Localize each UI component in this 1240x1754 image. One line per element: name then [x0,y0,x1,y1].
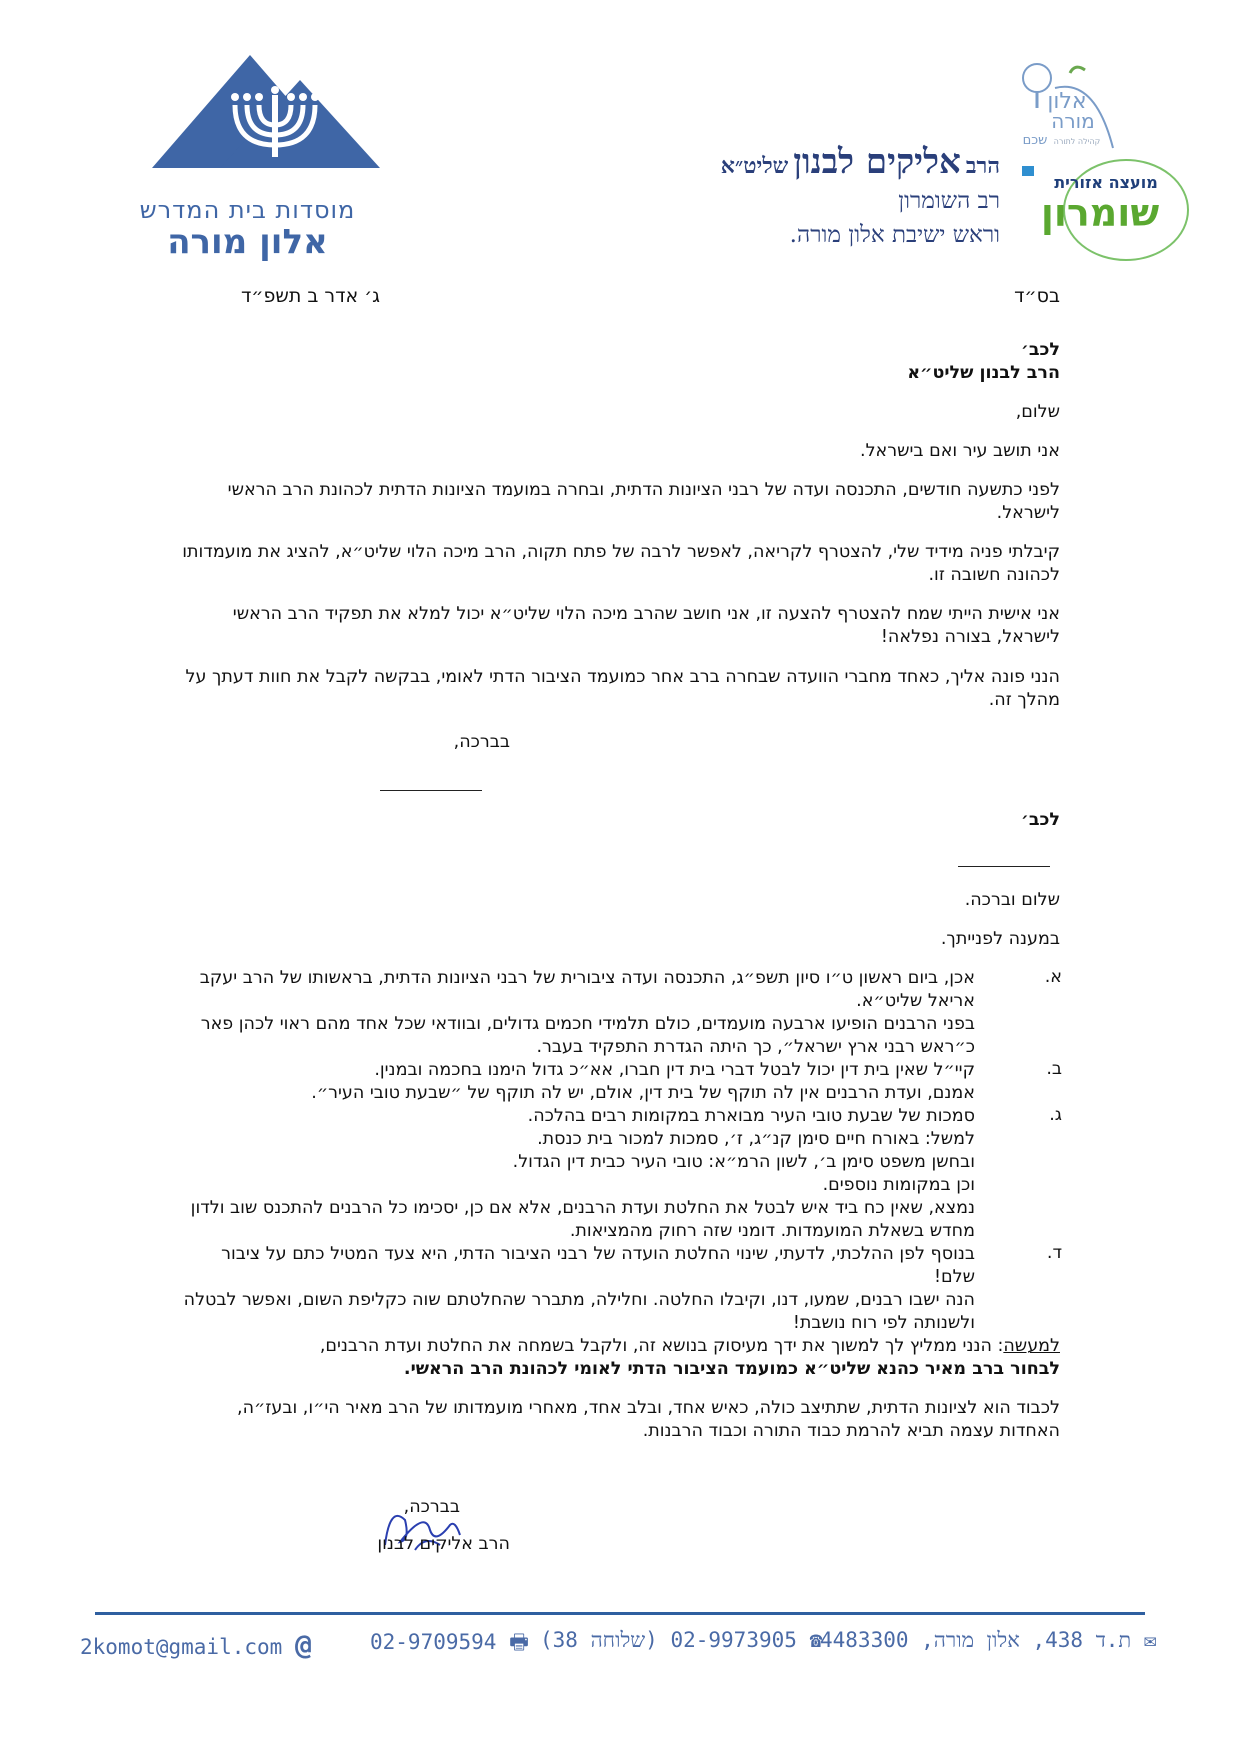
final-paragraph: לכבוד הוא לציונות הדתית, שתתיצב כולה, כאיש אחד, ובלב אחד, מאחרי מועמדותו של הרב מאיר הי״ו, ובעז״ה, האחדות עצמה תביא להרמת כבוד התורה וכבוד הרבנות. [237,1398,1060,1441]
item-marker-b: ב. [1046,1059,1062,1079]
footer-divider [95,1612,1145,1615]
letter-date: ג׳ אדר ב תשפ״ד [240,285,380,307]
rav-prefix: הרב [965,153,1000,179]
greeting: שלום, [1015,402,1060,422]
footer-fax: 02-9709594 🖶 [370,1630,529,1654]
paragraph-4: אני אישית הייתי שמח להצטרף להצעה זו, אני חושב שהרב מיכה הלוי שליט״א יכול למלא את תפקיד הרב הראשי לישראל, בצורה נפלאה! [232,604,1060,647]
intro-line: במענה לפנייתך. [940,929,1060,949]
closing-2: בברכה, [403,1497,460,1517]
item-text-d: בנוסף לפן ההלכתי, לדעתי, שינוי החלטת הועדה של רבני הציבור הדתי, היא צעד המטיל כתם על ציבור שלם! הנה ישבו רבנים, שמעו, דנו, וקיבלו החלטה. וחלילה, מתברר שהחלטתם שוה כקליפת השום, ואפשר לבטלה ולשנותה לפי רוח נושבת! [183,1244,975,1333]
recipient-label-2: לכב׳ [1021,810,1060,830]
practical-bold: לבחור ברב מאיר כהנא שליט״א כמועמד הציבור הדתי לאומי לכהונת הרב הראשי. [403,1359,1060,1379]
greeting-2: שלום וברכה. [964,890,1060,910]
logo-elon-tagline: קהילה לתורה [1053,137,1101,146]
practical-text: : הנני ממליץ לך למשוך את ידך מעיסוק בנושא זה, ולקבל בשמחה את החלטת ועדת הרבנים, [319,1336,1004,1356]
item-text-a: אכן, ביום ראשון ט״ו סיון תשפ״ג, התכנסה ועדה ציבורית של רבני הציונות הדתית, בראשותו של הרב יעקב אריאל שליט״א. בפני הרבנים הופיעו ארבעה מועמדים, כולם תלמידי חכמים גדולים, ובוודאי שכל אחד מהם ראוי לכהן פאר כ״ראש רבני ארץ ישראל״, כך היתה הגדרת התפקיד בעבר. [199,968,975,1057]
item-marker-c: ג. [1049,1105,1062,1125]
item-text-c: סמכות של שבעת טובי העיר מבוארת במקומות רבים בהלכה. למשל: באורח חיים סימן קנ״ג, ז׳, סמכות למכור בית כנסת. ובחשן משפט סימן ב׳, לשון הרמ״א: טובי העיר כבית דין הגדול. וכן במקומות נוספים. נמצא, שאין כח ביד איש לבטל את החלטת ועדת הרבנים, אלא אם כן, יסכימו כל הרבנים להתכנס שוב ולדון מחדש בשאלת המועמדות. דומני שזה רחוק מהמציאות. [190,1106,975,1241]
recipient-name: הרב לבנון שליט״א [907,363,1060,383]
footer-address: ✉ ת.ד 438, אלון מורה, 4483300 [820,1628,1157,1652]
signature-line-1 [380,790,482,791]
rav-title [500,142,1000,182]
recipient-blank-line [958,866,1050,867]
logo-elon-text-1: אלון [1047,89,1087,114]
footer-email[interactable]: 2komot@gmail.com @ [80,1628,312,1661]
bsd-mark: בס״ד [1014,285,1060,307]
rav-role-1: רב השומרון [898,188,1000,214]
recipient-label: לכב׳ [1021,340,1060,360]
practical-line [180,1335,1060,1358]
at-icon: @ [294,1628,312,1661]
institution-name-line1: מוסדות בית המדרש [139,196,356,224]
logo-shomron-text-2: שומרון [1040,191,1160,235]
paragraph-2: לפני כתשעה חודשים, התכנסה ועדה של רבני הציונות הדתית, ובחרה במועמד הציונות הדתית לכהונת הרב הראשי לישראל. [227,480,1060,523]
logo-elon-text-3: שכם [1022,133,1048,148]
signature-name: הרב אליקים לבנון [377,1534,510,1554]
rav-suffix: שליט״א [720,153,789,179]
practical-label: למעשה [1003,1336,1060,1356]
item-text-b: קיי״ל שאין בית דין יכול לבטל דברי בית דין חברו, אא״כ גדול הימנו בחכמה ובמנין. אמנם, ועדת הרבנים אין לה תוקף של בית דין, אולם, יש לה תוקף של ״שבעת טובי העיר״. [311,1060,975,1103]
elon-moreh-logo [1015,58,1125,153]
fax-icon: 🖶 [509,1630,529,1654]
logo-elon-text-2: מורה [1051,109,1095,133]
footer-phone: ☎ 02-9973905 (שלוחה 38) [540,1628,823,1652]
institution-name-line2: אלון מורה [167,222,328,262]
item-marker-a: א. [1044,967,1062,987]
phone-icon: ☎ [809,1628,823,1652]
shomron-council-logo [1018,158,1190,263]
logo-shomron-text-1: מועצה אזורית [1054,173,1158,192]
paragraph-3: קיבלתי פניה מידיד שלי, להצטרף לקריאה, לאפשר לרבה של פתח תקוה, הרב מיכה הלוי שליט״א, להציג את מועמדותו לכהונה חשובה זו. [182,542,1060,585]
rav-role-2: וראש ישיבת אלון מורה. [789,222,1000,248]
closing-1: בברכה, [453,732,510,752]
footer [80,1620,1155,1660]
paragraph-5: הנני פונה אליך, כאחד מחברי הוועדה שבחרה ברב אחר כמועמד הציבור הדתי לאומי, בבקשה לקבל את חוות דעתך על מהלך זה. [185,667,1060,710]
item-marker-d: ד. [1046,1243,1062,1263]
paragraph-1: אני תושב עיר ואם בישראל. [860,441,1060,461]
rav-name: אליקים לבנון [793,142,961,182]
envelope-icon: ✉ [1143,1628,1157,1652]
